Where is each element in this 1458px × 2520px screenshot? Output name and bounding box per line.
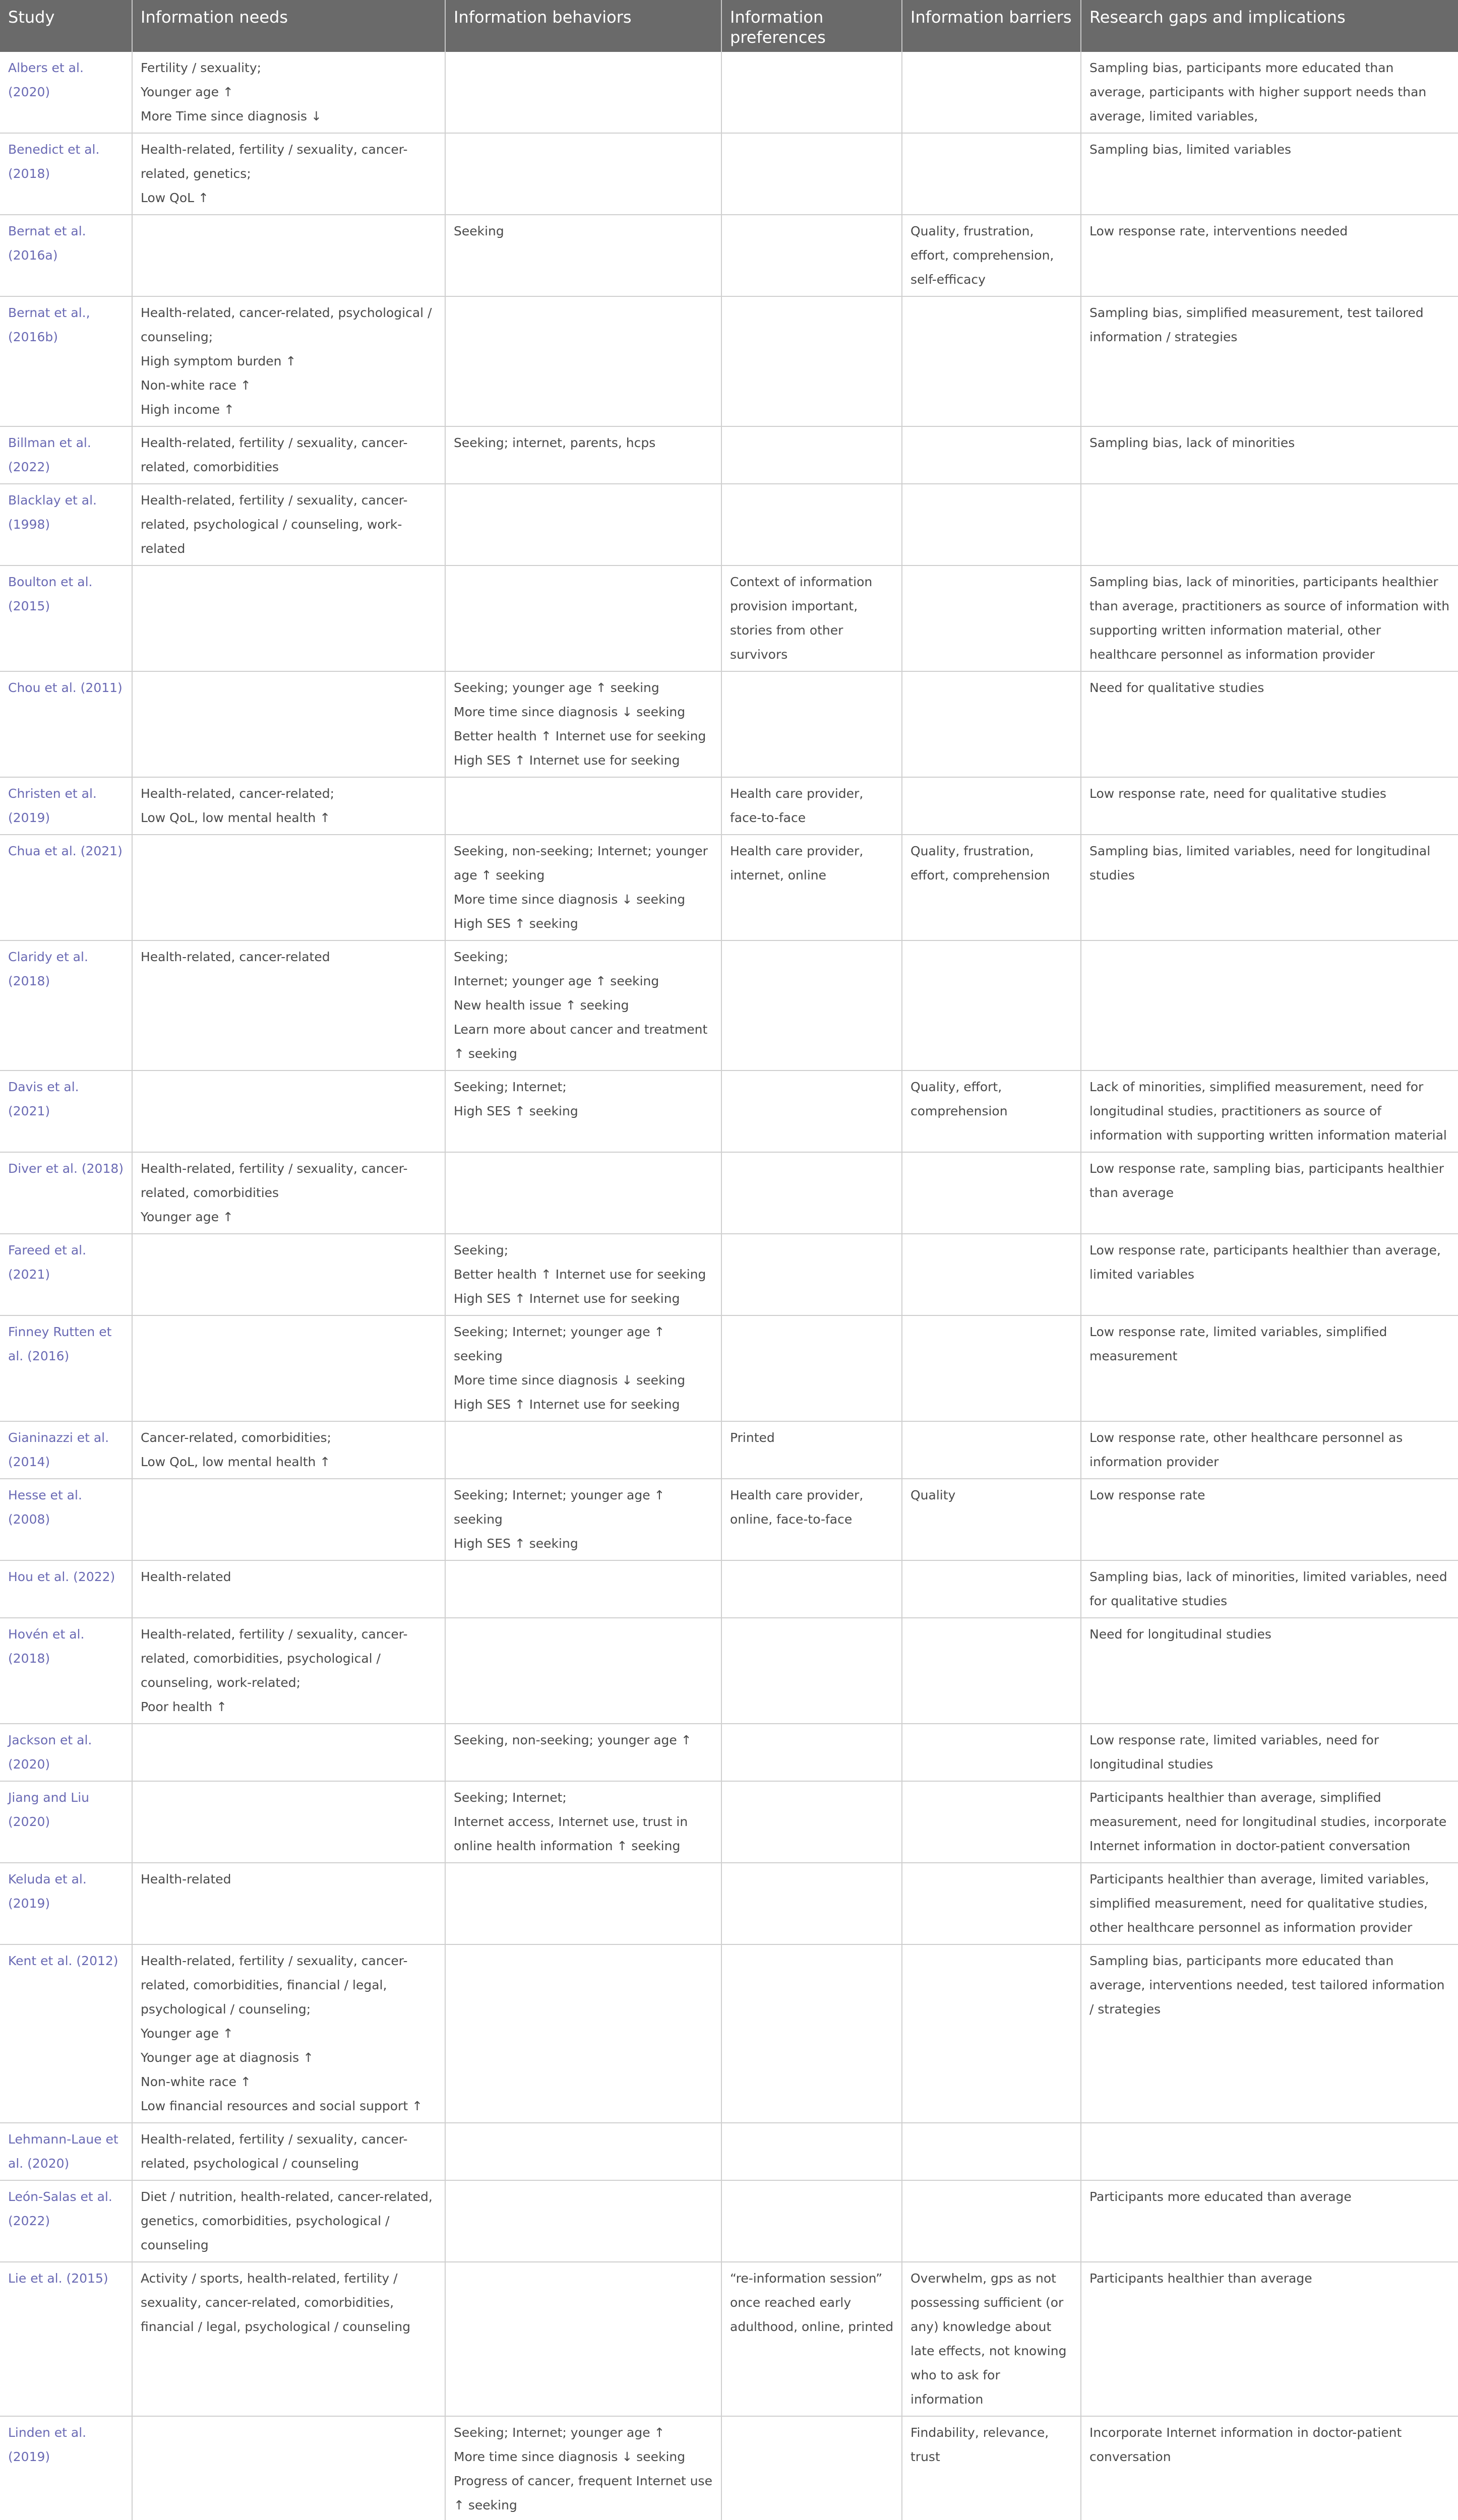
- cell-information-behaviors: [445, 1618, 721, 1724]
- cell-information-behaviors: Seeking; Internet; High SES ↑ seeking: [445, 1070, 721, 1152]
- cell-study[interactable]: Lehmann-Laue et al. (2020): [0, 2123, 132, 2180]
- table-row: [0, 1944, 1458, 2123]
- header-information-preferences: Information preferences: [721, 0, 902, 52]
- cell-research-gaps: Participants healthier than average, limited variables, simplified measurement, need for qualitative studies, other healthcare personnel as information provider: [1081, 1863, 1458, 1944]
- cell-information-behaviors: Seeking; Internet; younger age ↑ seeking New health issue ↑ seeking Learn more about cancer and treatment ↑ seeking: [445, 940, 721, 1070]
- cell-research-gaps: Low response rate: [1081, 1479, 1458, 1560]
- cell-information-preferences: [721, 484, 902, 565]
- cell-information-barriers: [902, 1863, 1081, 1944]
- cell-information-preferences: [721, 1315, 902, 1421]
- cell-study[interactable]: Bernat et al. (2016a): [0, 215, 132, 296]
- header-information-barriers: Information barriers: [902, 0, 1081, 52]
- cell-information-preferences: [721, 426, 902, 484]
- cell-study[interactable]: Davis et al. (2021): [0, 1070, 132, 1152]
- table-row: [0, 296, 1458, 426]
- cell-information-needs: [132, 1315, 445, 1421]
- cell-information-needs: [132, 1234, 445, 1315]
- header-study: Study: [0, 0, 132, 52]
- cell-information-barriers: [902, 1560, 1081, 1618]
- cell-information-preferences: [721, 940, 902, 1070]
- table-row: [0, 484, 1458, 565]
- cell-information-behaviors: Seeking; Internet; younger age ↑ seeking High SES ↑ seeking: [445, 1479, 721, 1560]
- cell-information-needs: Health-related, fertility / sexuality, cancer-related, comorbidities, financial / legal, psychological / counseling; Younger age ↑ Younger age at diagnosis ↑ Non-white race ↑ Low financial resources and social support ↑: [132, 1944, 445, 2123]
- cell-research-gaps: Sampling bias, simplified measurement, test tailored information / strategies: [1081, 296, 1458, 426]
- cell-information-needs: Health-related: [132, 1560, 445, 1618]
- table-row: [0, 1421, 1458, 1479]
- cell-information-barriers: [902, 52, 1081, 133]
- cell-research-gaps: Incorporate Internet information in doctor-patient conversation: [1081, 2416, 1458, 2520]
- cell-information-preferences: Context of information provision important, stories from other survivors: [721, 565, 902, 671]
- cell-information-preferences: [721, 1863, 902, 1944]
- cell-information-needs: Activity / sports, health-related, fertility / sexuality, cancer-related, comorbidities, financial / legal, psychological / counseling: [132, 2262, 445, 2416]
- cell-research-gaps: Sampling bias, limited variables, need for longitudinal studies: [1081, 835, 1458, 940]
- table-row: [0, 1781, 1458, 1863]
- cell-study[interactable]: Billman et al. (2022): [0, 426, 132, 484]
- cell-research-gaps: Sampling bias, lack of minorities, participants healthier than average, practitioners as source of information with supporting written information material, other healthcare personnel as information provider: [1081, 565, 1458, 671]
- cell-information-needs: [132, 1781, 445, 1863]
- cell-information-needs: [132, 671, 445, 777]
- cell-information-barriers: [902, 133, 1081, 215]
- cell-information-needs: [132, 1479, 445, 1560]
- cell-information-needs: Health-related, fertility / sexuality, cancer-related, comorbidities Younger age ↑: [132, 1152, 445, 1234]
- cell-information-behaviors: [445, 1863, 721, 1944]
- cell-information-barriers: [902, 1724, 1081, 1781]
- cell-information-behaviors: [445, 2123, 721, 2180]
- cell-information-needs: Health-related, fertility / sexuality, cancer-related, psychological / counseling: [132, 2123, 445, 2180]
- cell-information-behaviors: [445, 565, 721, 671]
- cell-study[interactable]: Albers et al. (2020): [0, 52, 132, 133]
- table-row: [0, 1560, 1458, 1618]
- cell-information-needs: [132, 1070, 445, 1152]
- cell-information-preferences: [721, 133, 902, 215]
- cell-information-preferences: Health care provider, face-to-face: [721, 777, 902, 835]
- cell-study[interactable]: Jackson et al. (2020): [0, 1724, 132, 1781]
- cell-information-barriers: Overwhelm, gps as not possessing sufficient (or any) knowledge about late effects, not knowing who to ask for information: [902, 2262, 1081, 2416]
- cell-information-preferences: [721, 1618, 902, 1724]
- cell-information-preferences: Printed: [721, 1421, 902, 1479]
- cell-research-gaps: Low response rate, participants healthier than average, limited variables: [1081, 1234, 1458, 1315]
- table-row: [0, 1070, 1458, 1152]
- cell-study[interactable]: Hesse et al. (2008): [0, 1479, 132, 1560]
- cell-information-needs: Cancer-related, comorbidities; Low QoL, low mental health ↑: [132, 1421, 445, 1479]
- cell-research-gaps: [1081, 2123, 1458, 2180]
- header-information-behaviors: Information behaviors: [445, 0, 721, 52]
- table-row: [0, 1618, 1458, 1724]
- cell-research-gaps: Sampling bias, participants more educated than average, interventions needed, test tailored information / strategies: [1081, 1944, 1458, 2123]
- cell-information-needs: Health-related, fertility / sexuality, cancer-related, psychological / counseling, work-related: [132, 484, 445, 565]
- cell-study[interactable]: Linden et al. (2019): [0, 2416, 132, 2520]
- cell-research-gaps: Low response rate, other healthcare personnel as information provider: [1081, 1421, 1458, 1479]
- cell-research-gaps: Low response rate, need for qualitative studies: [1081, 777, 1458, 835]
- cell-information-behaviors: Seeking; younger age ↑ seeking More time since diagnosis ↓ seeking Better health ↑ Internet use for seeking High SES ↑ Internet use for seeking: [445, 671, 721, 777]
- cell-information-needs: Diet / nutrition, health-related, cancer-related, genetics, comorbidities, psychological / counseling: [132, 2180, 445, 2262]
- cell-study[interactable]: Hou et al. (2022): [0, 1560, 132, 1618]
- cell-information-barriers: [902, 671, 1081, 777]
- cell-information-barriers: Findability, relevance, trust: [902, 2416, 1081, 2520]
- cell-research-gaps: Need for qualitative studies: [1081, 671, 1458, 777]
- table-body: [0, 52, 1458, 2520]
- cell-information-behaviors: [445, 52, 721, 133]
- table-row: [0, 565, 1458, 671]
- cell-information-needs: Health-related, fertility / sexuality, cancer-related, comorbidities, psychological / counseling, work-related; Poor health ↑: [132, 1618, 445, 1724]
- cell-information-preferences: “re-information session” once reached early adulthood, online, printed: [721, 2262, 902, 2416]
- cell-information-preferences: [721, 1560, 902, 1618]
- cell-information-behaviors: [445, 2262, 721, 2416]
- cell-information-barriers: [902, 1152, 1081, 1234]
- cell-information-needs: [132, 835, 445, 940]
- cell-information-behaviors: Seeking, non-seeking; younger age ↑: [445, 1724, 721, 1781]
- cell-information-needs: Health-related, cancer-related: [132, 940, 445, 1070]
- table-row: [0, 671, 1458, 777]
- cell-information-barriers: [902, 1781, 1081, 1863]
- cell-information-needs: [132, 215, 445, 296]
- cell-information-behaviors: Seeking; Internet; Internet access, Internet use, trust in online health information ↑ seeking: [445, 1781, 721, 1863]
- cell-study[interactable]: Blacklay et al. (1998): [0, 484, 132, 565]
- cell-information-needs: Health-related: [132, 1863, 445, 1944]
- cell-information-barriers: [902, 296, 1081, 426]
- cell-information-needs: Health-related, fertility / sexuality, cancer-related, comorbidities: [132, 426, 445, 484]
- cell-information-behaviors: [445, 1152, 721, 1234]
- table-row: [0, 2262, 1458, 2416]
- cell-information-needs: Health-related, cancer-related, psychological / counseling; High symptom burden ↑ Non-white race ↑ High income ↑: [132, 296, 445, 426]
- cell-information-behaviors: Seeking: [445, 215, 721, 296]
- cell-research-gaps: Low response rate, limited variables, need for longitudinal studies: [1081, 1724, 1458, 1781]
- cell-information-barriers: Quality, frustration, effort, comprehension, self-efficacy: [902, 215, 1081, 296]
- cell-research-gaps: Participants more educated than average: [1081, 2180, 1458, 2262]
- table-row: [0, 426, 1458, 484]
- table-row: [0, 2416, 1458, 2520]
- cell-information-preferences: [721, 296, 902, 426]
- cell-information-preferences: Health care provider, internet, online: [721, 835, 902, 940]
- cell-information-preferences: [721, 215, 902, 296]
- cell-research-gaps: Low response rate, sampling bias, participants healthier than average: [1081, 1152, 1458, 1234]
- cell-study[interactable]: Chua et al. (2021): [0, 835, 132, 940]
- cell-research-gaps: Sampling bias, limited variables: [1081, 133, 1458, 215]
- cell-research-gaps: Low response rate, limited variables, simplified measurement: [1081, 1315, 1458, 1421]
- table-row: [0, 2180, 1458, 2262]
- cell-research-gaps: Sampling bias, lack of minorities, limited variables, need for qualitative studies: [1081, 1560, 1458, 1618]
- cell-study[interactable]: Keluda et al. (2019): [0, 1863, 132, 1944]
- table-row: [0, 1479, 1458, 1560]
- cell-information-barriers: [902, 1315, 1081, 1421]
- cell-information-behaviors: [445, 133, 721, 215]
- cell-research-gaps: Need for longitudinal studies: [1081, 1618, 1458, 1724]
- cell-study[interactable]: Diver et al. (2018): [0, 1152, 132, 1234]
- cell-information-barriers: [902, 426, 1081, 484]
- cell-information-barriers: [902, 2123, 1081, 2180]
- cell-information-barriers: [902, 777, 1081, 835]
- table-row: [0, 133, 1458, 215]
- cell-information-behaviors: [445, 1421, 721, 1479]
- cell-information-barriers: [902, 1618, 1081, 1724]
- cell-information-preferences: [721, 1152, 902, 1234]
- cell-research-gaps: Sampling bias, participants more educated than average, participants with higher support needs than average, limited variables,: [1081, 52, 1458, 133]
- cell-information-preferences: [721, 1724, 902, 1781]
- table-row: [0, 1152, 1458, 1234]
- cell-information-barriers: [902, 484, 1081, 565]
- table-row: [0, 1234, 1458, 1315]
- cell-information-barriers: [902, 1234, 1081, 1315]
- cell-study[interactable]: Christen et al. (2019): [0, 777, 132, 835]
- cell-information-barriers: [902, 1944, 1081, 2123]
- cell-study[interactable]: Benedict et al. (2018): [0, 133, 132, 215]
- cell-information-preferences: [721, 2180, 902, 2262]
- cell-information-behaviors: [445, 1944, 721, 2123]
- cell-information-behaviors: [445, 777, 721, 835]
- cell-information-needs: [132, 2416, 445, 2520]
- table-row: [0, 1724, 1458, 1781]
- cell-study[interactable]: Boulton et al. (2015): [0, 565, 132, 671]
- cell-information-preferences: [721, 1234, 902, 1315]
- table-row: [0, 940, 1458, 1070]
- cell-study[interactable]: Jiang and Liu (2020): [0, 1781, 132, 1863]
- cell-information-barriers: Quality, frustration, effort, comprehension: [902, 835, 1081, 940]
- cell-information-preferences: [721, 52, 902, 133]
- cell-information-behaviors: [445, 1560, 721, 1618]
- table-row: [0, 52, 1458, 133]
- cell-information-needs: Health-related, fertility / sexuality, cancer-related, genetics; Low QoL ↑: [132, 133, 445, 215]
- cell-information-barriers: [902, 565, 1081, 671]
- cell-information-barriers: [902, 2180, 1081, 2262]
- table-row: [0, 2123, 1458, 2180]
- cell-information-barriers: Quality, effort, comprehension: [902, 1070, 1081, 1152]
- cell-information-behaviors: Seeking; internet, parents, hcps: [445, 426, 721, 484]
- cell-information-needs: Fertility / sexuality; Younger age ↑ More Time since diagnosis ↓: [132, 52, 445, 133]
- cell-research-gaps: Participants healthier than average, simplified measurement, need for longitudinal studies, incorporate Internet information in doctor-patient conversation: [1081, 1781, 1458, 1863]
- header-information-needs: Information needs: [132, 0, 445, 52]
- cell-study[interactable]: Kent et al. (2012): [0, 1944, 132, 2123]
- cell-study[interactable]: Gianinazzi et al. (2014): [0, 1421, 132, 1479]
- cell-information-preferences: [721, 2123, 902, 2180]
- cell-information-behaviors: [445, 484, 721, 565]
- cell-study[interactable]: Bernat et al., (2016b): [0, 296, 132, 426]
- cell-information-preferences: [721, 2416, 902, 2520]
- cell-information-behaviors: Seeking, non-seeking; Internet; younger age ↑ seeking More time since diagnosis ↓ seeking High SES ↑ seeking: [445, 835, 721, 940]
- cell-study[interactable]: León-Salas et al. (2022): [0, 2180, 132, 2262]
- cell-information-barriers: [902, 1421, 1081, 1479]
- table-row: [0, 215, 1458, 296]
- cell-study[interactable]: Finney Rutten et al. (2016): [0, 1315, 132, 1421]
- cell-research-gaps: Low response rate, interventions needed: [1081, 215, 1458, 296]
- cell-information-preferences: [721, 1070, 902, 1152]
- cell-information-preferences: Health care provider, online, face-to-face: [721, 1479, 902, 1560]
- table-row: [0, 1315, 1458, 1421]
- cell-research-gaps: Sampling bias, lack of minorities: [1081, 426, 1458, 484]
- cell-study[interactable]: Hovén et al. (2018): [0, 1618, 132, 1724]
- cell-information-needs: [132, 1724, 445, 1781]
- cell-study[interactable]: Fareed et al. (2021): [0, 1234, 132, 1315]
- cell-study[interactable]: Chou et al. (2011): [0, 671, 132, 777]
- cell-information-preferences: [721, 671, 902, 777]
- cell-research-gaps: [1081, 940, 1458, 1070]
- cell-study[interactable]: Claridy et al. (2018): [0, 940, 132, 1070]
- cell-information-needs: Health-related, cancer-related; Low QoL, low mental health ↑: [132, 777, 445, 835]
- cell-research-gaps: Participants healthier than average: [1081, 2262, 1458, 2416]
- header-row: [0, 0, 1458, 52]
- cell-information-behaviors: [445, 2180, 721, 2262]
- cell-information-preferences: [721, 1944, 902, 2123]
- table-row: [0, 835, 1458, 940]
- header-research-gaps: Research gaps and implications: [1081, 0, 1458, 52]
- cell-research-gaps: [1081, 484, 1458, 565]
- cell-information-needs: [132, 565, 445, 671]
- cell-study[interactable]: Lie et al. (2015): [0, 2262, 132, 2416]
- cell-information-behaviors: [445, 296, 721, 426]
- table-row: [0, 1863, 1458, 1944]
- cell-information-behaviors: Seeking; Internet; younger age ↑ More time since diagnosis ↓ seeking Progress of cancer, frequent Internet use ↑ seeking: [445, 2416, 721, 2520]
- cell-information-barriers: [902, 940, 1081, 1070]
- cell-information-behaviors: Seeking; Better health ↑ Internet use for seeking High SES ↑ Internet use for seeking: [445, 1234, 721, 1315]
- table-row: [0, 777, 1458, 835]
- cell-information-preferences: [721, 1781, 902, 1863]
- cell-information-barriers: Quality: [902, 1479, 1081, 1560]
- cell-information-behaviors: Seeking; Internet; younger age ↑ seeking More time since diagnosis ↓ seeking High SES ↑ Internet use for seeking: [445, 1315, 721, 1421]
- cell-research-gaps: Lack of minorities, simplified measurement, need for longitudinal studies, practitioners as source of information with supporting written information material: [1081, 1070, 1458, 1152]
